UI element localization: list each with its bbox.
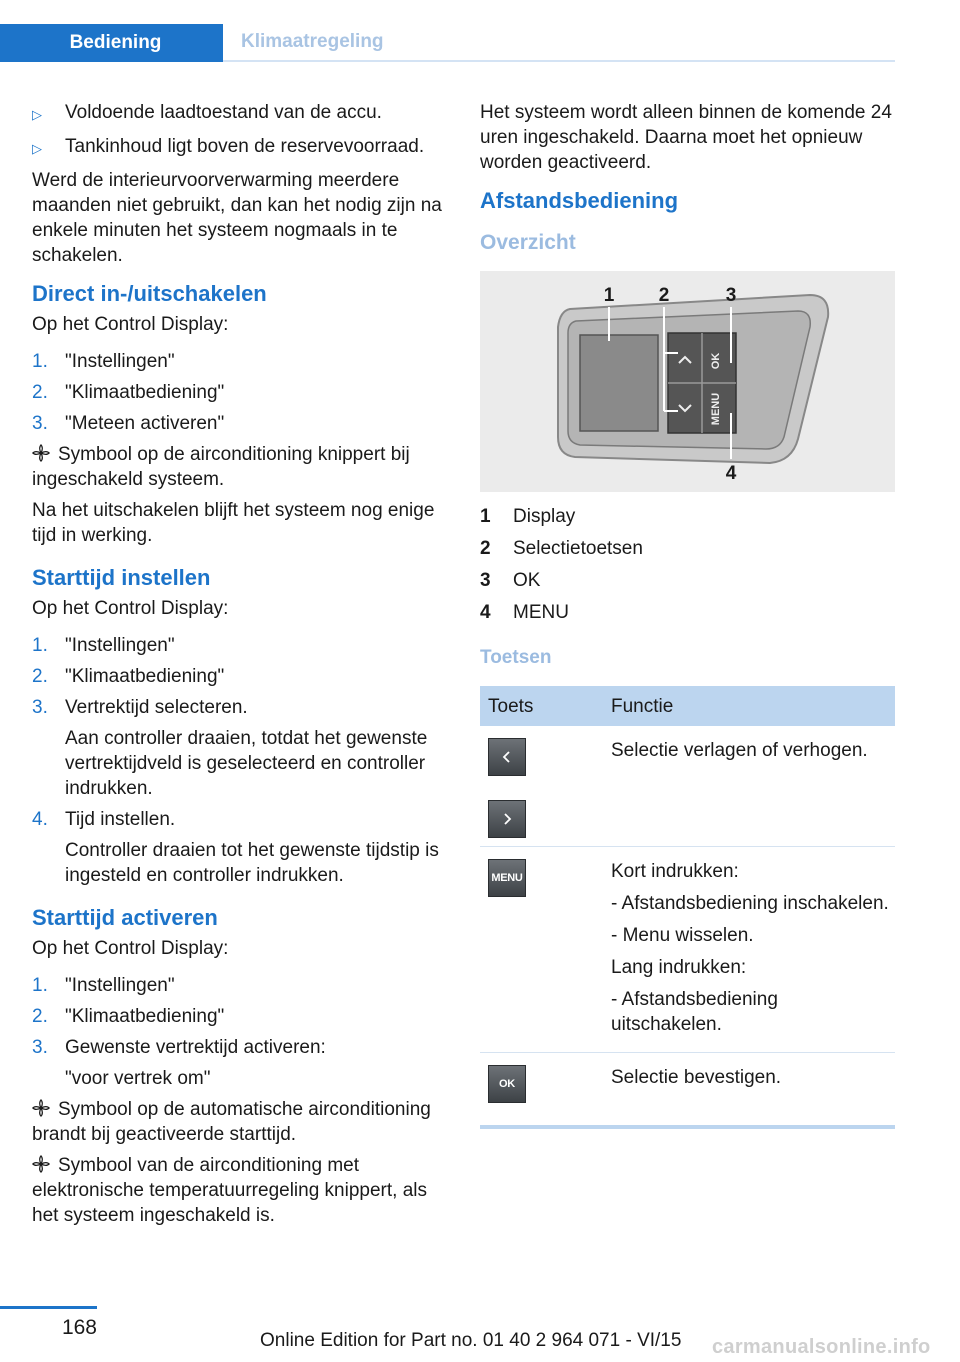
list-item: ▷ Tankinhoud ligt boven de reservevoorraad. [32,134,452,161]
subsection-title: Toetsen [480,647,552,668]
section-title: Starttijd instellen [32,565,211,590]
list-item: 4. Tijd instellen. Controller draaien tot het gewenste tijdstip is ingesteld en controller indrukken. [32,809,439,886]
section-title: Direct in-/uitschakelen [32,281,267,306]
fan-icon [32,1155,50,1173]
keys-table [480,686,895,1129]
list-item: 2. "Klimaatbediening" [32,382,225,403]
section-title: Starttijd activeren [32,905,218,930]
remote-control-figure [480,271,895,492]
list-item: 3. "Meteen activeren" [32,413,225,434]
legend-item: 1 Display [480,506,576,527]
note: Symbool op de automatische airconditioning brandt bij geactiveerde starttijd. [32,1099,431,1145]
paragraph: Werd de interieurvoorverwarming meerdere maanden niet gebruikt, dan kan het nodig zijn na enkele minuten het systeem nogmaals in te schakelen. [32,170,442,266]
edition-text: Online Edition for Part no. 01 40 2 964 071 - VI/15 [260,1330,682,1351]
subsection-title: Overzicht [480,231,576,254]
column-header: Functie [609,686,895,726]
remote-control-illustration [480,271,895,492]
list-item: ▷ Voldoende laadtoestand van de accu. [32,100,452,127]
list-item: 1. "Instellingen" [32,351,175,372]
right-column [480,100,895,1129]
ok-key-text: OK [710,352,722,370]
paragraph: Op het Control Display: [32,598,229,619]
chapter-header [0,24,895,62]
table-row [480,1053,895,1128]
table-cell: Kort indrukken: - Afstandsbediening inschakelen. - Menu wisselen. Lang indrukken: - Afstandsbediening uitschakelen. [609,847,895,1053]
list-item: 3. Gewenste vertrektijd activeren: "voor vertrek om" [32,1037,326,1089]
list-item: 3. Vertrektijd selecteren. Aan controller draaien, totdat het gewenste vertrektijdveld is geselecteerd en controller indrukken. [32,697,428,799]
list-item: 1. "Instellingen" [32,635,175,656]
table-cell: Selectie bevestigen. [609,1053,895,1128]
figure-callout: 3 [725,285,737,306]
paragraph: Op het Control Display: [32,314,229,335]
note: Symbool van de airconditioning met elektronische temperatuurregeling knippert, als het systeem ingeschakeld is. [32,1155,427,1226]
triangle-bullet-icon: ▷ [32,107,42,122]
menu-key-text: MENU [710,392,722,426]
table-row [480,726,895,847]
left-column [32,100,452,1234]
column-header: Toets [480,686,609,726]
watermark: carmanualsonline.info [712,1336,931,1358]
right-arrow-key-icon [488,800,526,838]
list-item: 2. "Klimaatbediening" [32,1006,225,1027]
tab-klimaatregeling[interactable]: Klimaatregeling [223,24,895,62]
list-item: 2. "Klimaatbediening" [32,666,225,687]
page-number: 168 [61,1316,97,1339]
table-row [480,847,895,1053]
left-arrow-key-icon [488,738,526,776]
figure-callout: 1 [603,285,615,306]
table-header-row [480,686,895,726]
legend-item: 3 OK [480,570,541,591]
paragraph: Op het Control Display: [32,938,229,959]
tab-bediening[interactable]: Bediening [0,24,223,62]
footer-rule [0,1306,97,1309]
table-cell: Selectie verlagen of verhogen. [609,726,895,847]
ok-key-icon: OK [488,1065,526,1103]
menu-key-icon: MENU [488,859,526,897]
list-item: 1. "Instellingen" [32,975,175,996]
paragraph: Na het uitschakelen blijft het systeem nog enige tijd in werking. [32,500,435,546]
fan-icon [32,444,50,462]
legend-item: 4 MENU [480,602,569,623]
section-title: Afstandsbediening [480,188,679,213]
triangle-bullet-icon: ▷ [32,141,42,156]
note: Symbool op de airconditioning knippert bij ingeschakeld systeem. [32,444,410,490]
paragraph: Het systeem wordt alleen binnen de komende 24 uren ingeschakeld. Daarna moet het opnieuw worden geactiveerd. [480,102,892,173]
fan-icon [32,1099,50,1117]
figure-callout: 4 [725,463,737,484]
legend-item: 2 Selectietoetsen [480,538,643,559]
figure-callout: 2 [658,285,670,306]
